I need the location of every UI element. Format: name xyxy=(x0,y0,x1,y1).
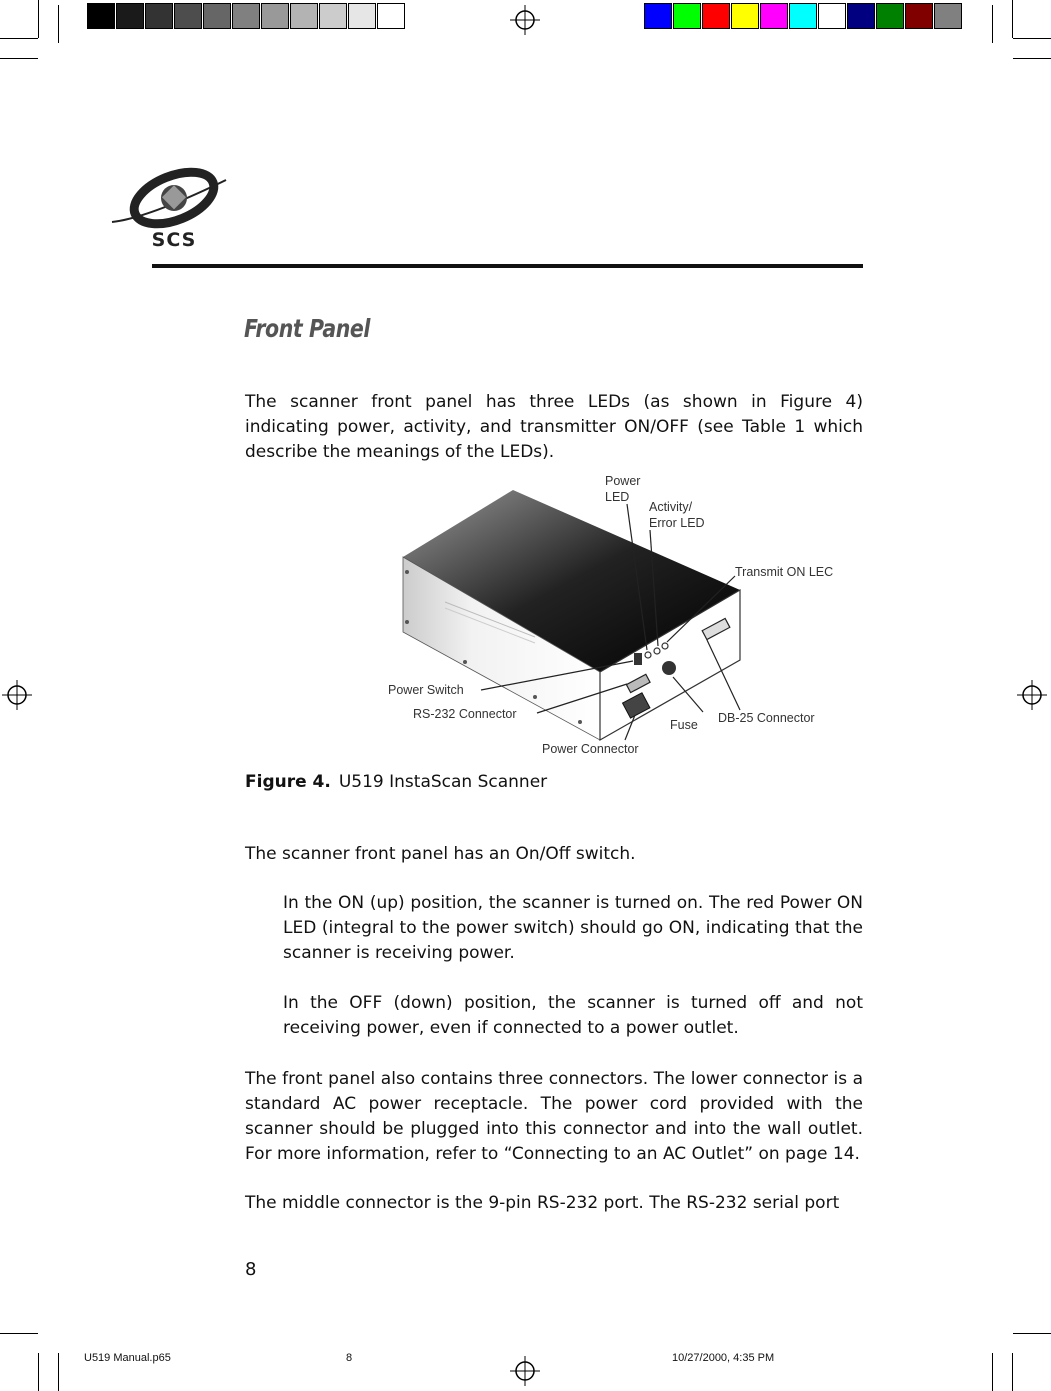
footer-timestamp: 10/27/2000, 4:35 PM xyxy=(672,1352,775,1364)
label-power-led: LED xyxy=(605,490,630,504)
crop-mark xyxy=(58,1353,59,1391)
header-rule xyxy=(152,264,863,268)
crop-mark xyxy=(1013,58,1051,59)
color-swatch xyxy=(377,3,405,29)
paragraph: In the OFF (down) position, the scanner is turned off and not receiving power, even if connected to a power outlet. xyxy=(283,993,863,1038)
crop-mark xyxy=(1013,1333,1051,1334)
label-transmit-led: Transmit ON LEC xyxy=(735,565,834,579)
crop-mark xyxy=(0,58,38,59)
caption-label: Figure 4. xyxy=(245,772,331,792)
color-swatch xyxy=(290,3,318,29)
power-switch-graphic xyxy=(634,653,642,665)
color-swatch xyxy=(673,3,701,29)
crop-mark xyxy=(1012,1353,1013,1391)
section-heading: Front Panel xyxy=(244,314,371,343)
crop-mark xyxy=(992,5,993,43)
color-swatch xyxy=(319,3,347,29)
fuse-graphic xyxy=(662,661,676,675)
color-swatch xyxy=(789,3,817,29)
crop-mark xyxy=(1013,38,1051,39)
registration-mark xyxy=(2,680,32,710)
label-activity-led: Error LED xyxy=(649,516,705,530)
crop-mark xyxy=(1012,0,1013,38)
color-swatch xyxy=(203,3,231,29)
crop-mark xyxy=(38,1353,39,1391)
color-swatch xyxy=(760,3,788,29)
color-swatch xyxy=(905,3,933,29)
color-swatch xyxy=(644,3,672,29)
label-power-switch: Power Switch xyxy=(388,683,464,697)
color-swatch xyxy=(702,3,730,29)
figure-caption xyxy=(245,772,547,792)
label-activity-led: Activity/ xyxy=(649,500,693,514)
gray-color-bar xyxy=(87,3,406,29)
label-power-led: Power xyxy=(605,474,641,488)
color-swatch xyxy=(145,3,173,29)
crop-mark xyxy=(38,0,39,38)
paragraph: The middle connector is the 9-pin RS-232 port. The RS-232 serial port xyxy=(245,1193,840,1213)
caption-text: U519 InstaScan Scanner xyxy=(338,772,548,792)
color-bar xyxy=(644,3,963,29)
registration-mark xyxy=(510,5,540,35)
paragraph: The scanner front panel has three LEDs (as shown in Figure 4) indicating power, activity, and transmitter ON/OFF (see Table 1 which describe the meanings of the LEDs). xyxy=(245,392,863,462)
footer-filename: U519 Manual.p65 xyxy=(84,1352,171,1364)
crop-mark xyxy=(992,1353,993,1391)
color-swatch xyxy=(818,3,846,29)
logo-text: SCS xyxy=(151,229,197,250)
color-swatch xyxy=(87,3,115,29)
registration-mark xyxy=(1017,680,1047,710)
registration-mark xyxy=(510,1356,540,1386)
paragraph: The scanner front panel has an On/Off switch. xyxy=(245,844,636,864)
color-swatch xyxy=(174,3,202,29)
paragraph: The front panel also contains three connectors. The lower connector is a standard AC power receptacle. The power cord provided with the scanner should be plugged into this connector and into the wall outlet. For more information, refer to “Connecting to an AC Outlet” on page 14. xyxy=(245,1069,863,1164)
color-swatch xyxy=(934,3,962,29)
color-swatch xyxy=(876,3,904,29)
crop-mark xyxy=(0,1333,38,1334)
footer-page: 8 xyxy=(346,1352,353,1364)
scs-logo xyxy=(108,158,238,250)
color-swatch xyxy=(348,3,376,29)
scanner-figure xyxy=(385,472,855,760)
color-swatch xyxy=(232,3,260,29)
color-swatch xyxy=(731,3,759,29)
color-swatch xyxy=(847,3,875,29)
label-rs232: RS-232 Connector xyxy=(413,707,517,721)
label-fuse: Fuse xyxy=(670,718,698,732)
label-power-connector: Power Connector xyxy=(542,742,639,756)
paragraph: In the ON (up) position, the scanner is turned on. The red Power ON LED (integral to the power switch) should go ON, indicating that the scanner is receiving power. xyxy=(283,893,863,963)
page-number: 8 xyxy=(245,1259,257,1280)
color-swatch xyxy=(116,3,144,29)
color-swatch xyxy=(261,3,289,29)
crop-mark xyxy=(0,38,38,39)
label-db25: DB-25 Connector xyxy=(718,711,815,725)
crop-mark xyxy=(58,5,59,43)
